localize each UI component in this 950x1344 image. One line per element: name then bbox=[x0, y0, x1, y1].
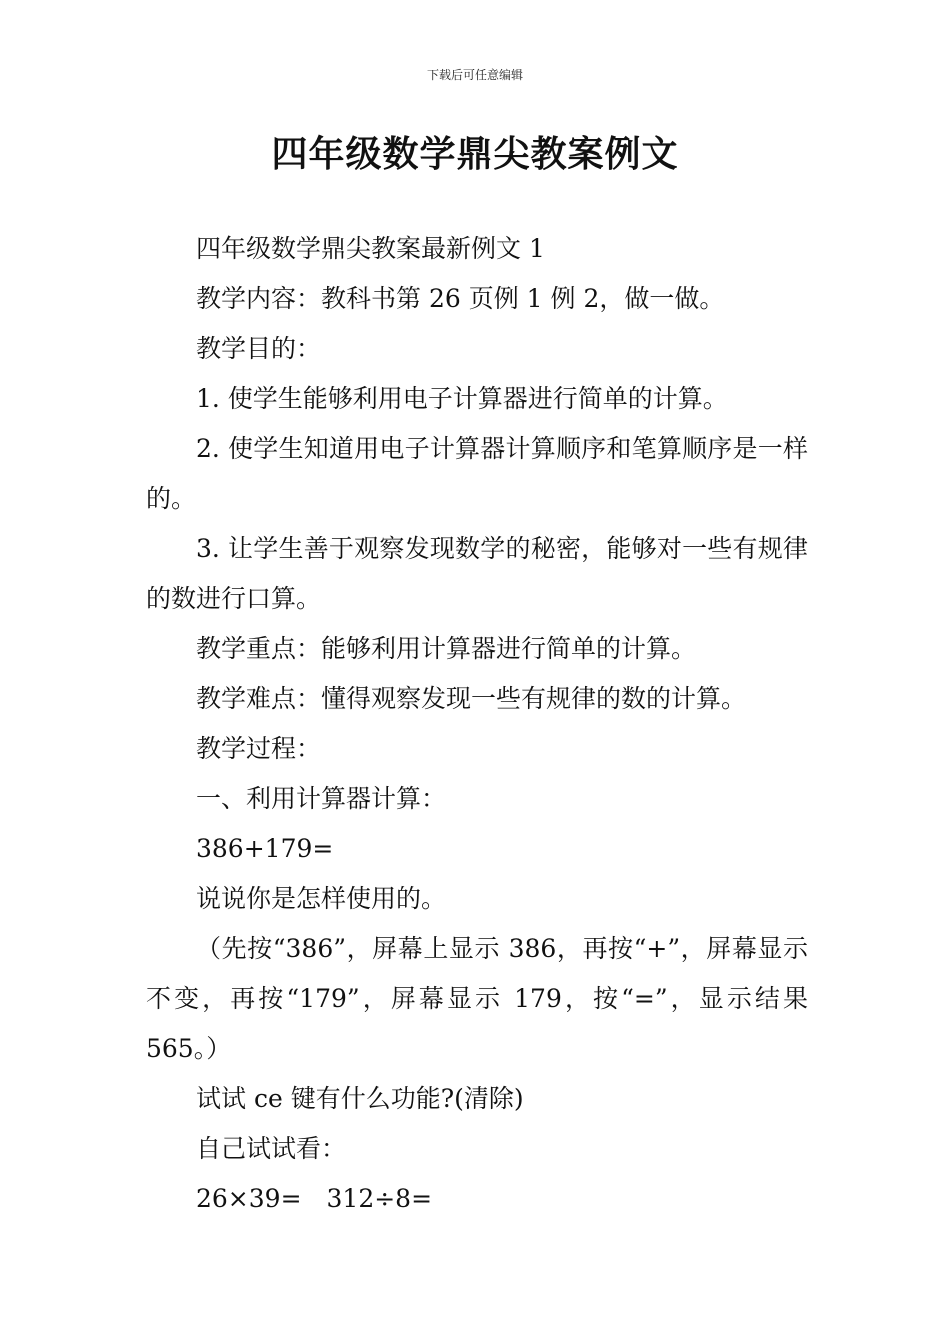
header-note: 下载后可任意编辑 bbox=[426, 68, 523, 82]
goal-item-2: 2. 使学生知道用电子计算器计算顺序和笔算顺序是一样的。 bbox=[146, 434, 808, 513]
teaching-key-point: 教学重点：能够利用计算器进行简单的计算。 bbox=[196, 634, 697, 663]
ce-key-question: 试试 ce 键有什么功能?(清除) bbox=[196, 1084, 524, 1113]
teaching-difficulty: 教学难点：懂得观察发现一些有规律的数的计算。 bbox=[196, 684, 747, 713]
document-body bbox=[146, 224, 808, 1224]
practice-exercises: 26×39= 312÷8= bbox=[196, 1184, 433, 1213]
teaching-content: 教学内容：教科书第 26 页例 1 例 2，做一做。 bbox=[196, 284, 725, 313]
goal-item-1: 1. 使学生能够利用电子计算器进行简单的计算。 bbox=[196, 384, 728, 413]
step-heading-1: 一、利用计算器计算： bbox=[196, 784, 447, 813]
teaching-goals-heading: 教学目的： bbox=[196, 334, 322, 363]
section-heading: 四年级数学鼎尖教案最新例文 1 bbox=[196, 234, 545, 263]
document-title: 四年级数学鼎尖教案例文 bbox=[271, 134, 679, 175]
discussion-prompt: 说说你是怎样使用的。 bbox=[196, 884, 447, 913]
explanation-paragraph: （先按“386”，屏幕上显示 386，再按“+”，屏幕显示不变，再按“179”，屏幕显示 179，按“=”，显示结果 565。） bbox=[146, 934, 808, 1063]
calc-example: 386+179= bbox=[196, 834, 334, 863]
teaching-process-heading: 教学过程： bbox=[196, 734, 322, 763]
practice-prompt: 自己试试看： bbox=[196, 1134, 347, 1163]
goal-item-3: 3. 让学生善于观察发现数学的秘密，能够对一些有规律的数进行口算。 bbox=[146, 534, 808, 613]
